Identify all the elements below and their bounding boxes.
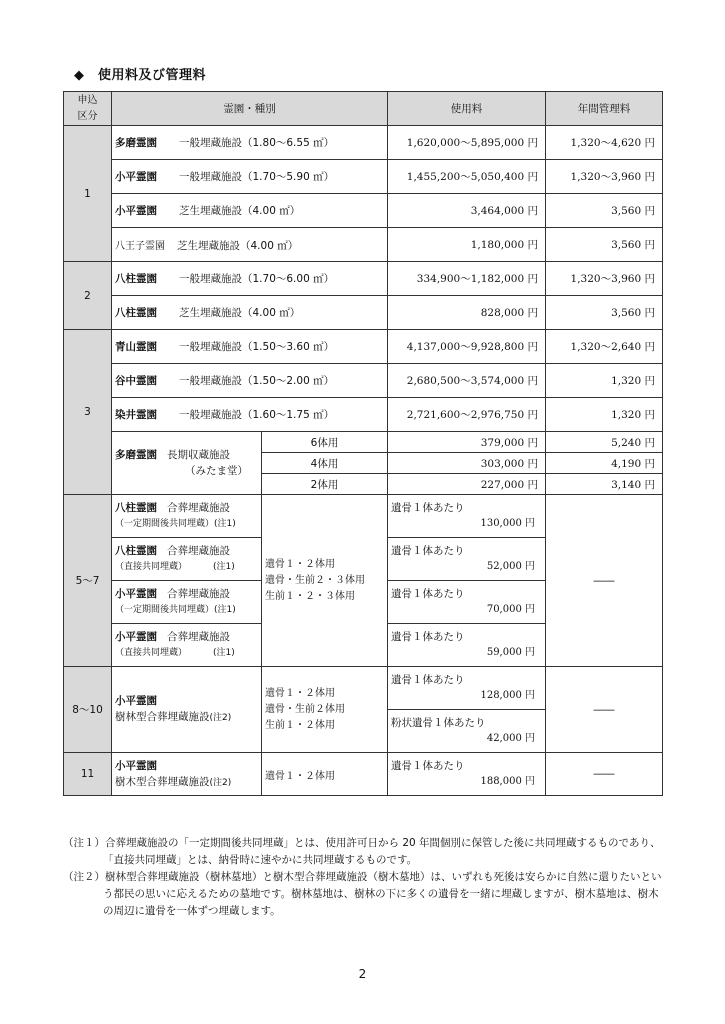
type-cell xyxy=(112,296,388,330)
type-cell xyxy=(112,538,262,581)
capacity-line: 遺骨１・２体用 xyxy=(265,687,335,699)
table-row xyxy=(64,432,663,453)
table-row xyxy=(64,262,663,296)
fee-cell: 227,000 円 xyxy=(388,474,546,495)
cemetery-name: 八王子霊園 xyxy=(115,240,165,252)
cemetery-name: 多磨霊園 xyxy=(115,449,157,461)
fee-cell xyxy=(388,667,546,710)
facility-name: 芝生埋蔵施設（4.00 ㎡） xyxy=(179,205,301,217)
mgmt-cell: 3,140 円 xyxy=(546,474,663,495)
fee-cell xyxy=(388,581,546,624)
mgmt-cell: 1,320 円 xyxy=(546,398,663,432)
group-label: 11 xyxy=(64,753,112,796)
mgmt-cell: 1,320～3,960 円 xyxy=(546,262,663,296)
table-row xyxy=(64,296,663,330)
facility-name: 芝生埋蔵施設（4.00 ㎡） xyxy=(179,307,301,319)
fee-cell: 2,721,600～2,976,750 円 xyxy=(388,398,546,432)
mgmt-cell: 4,190 円 xyxy=(546,453,663,474)
type-cell xyxy=(112,495,262,538)
fee-cell: 303,000 円 xyxy=(388,453,546,474)
note-ref: (注2) xyxy=(209,777,232,788)
facility-name: 合葬埋蔵施設 xyxy=(167,502,230,514)
mgmt-cell: ―― xyxy=(546,753,663,796)
cemetery-name: 八柱霊園 xyxy=(115,545,157,557)
cemetery-name: 小平霊園 xyxy=(115,588,157,600)
note-1 xyxy=(63,835,663,869)
fee-basis: 遺骨１体あたり xyxy=(391,502,465,514)
header-fee: 使用料 xyxy=(388,92,546,126)
capacity-line: 遺骨・生前２・３体用 xyxy=(265,574,365,586)
fee-cell: 1,180,000 円 xyxy=(388,228,546,262)
cemetery-name: 小平霊園 xyxy=(115,631,157,643)
note-mark: （注１） xyxy=(63,837,105,849)
section-heading: ◆ 使用料及び管理料 xyxy=(74,68,206,83)
fee-table xyxy=(63,91,663,796)
capacity-cell: 2体用 xyxy=(262,474,388,495)
type-cell xyxy=(112,126,388,160)
type-cell xyxy=(112,624,262,667)
type-cell xyxy=(112,432,262,495)
type-cell xyxy=(112,581,262,624)
facility-name: 一般埋蔵施設（1.50～2.00 ㎡） xyxy=(179,375,335,387)
capacity-line: 生前１・２・３体用 xyxy=(265,590,355,602)
type-cell xyxy=(112,160,388,194)
header-area: 申込 区分 xyxy=(64,92,112,126)
cemetery-name: 小平霊園 xyxy=(115,171,157,183)
fee-cell: 379,000 円 xyxy=(388,432,546,453)
fee-cell xyxy=(388,624,546,667)
capacity-cell: 4体用 xyxy=(262,453,388,474)
facility-name: 合葬埋蔵施設 xyxy=(167,545,230,557)
group-label: 2 xyxy=(64,262,112,330)
mgmt-cell: 1,320～3,960 円 xyxy=(546,160,663,194)
type-cell xyxy=(112,667,262,753)
table-header-row xyxy=(64,92,663,126)
group-label: 1 xyxy=(64,126,112,262)
fee-cell: 828,000 円 xyxy=(388,296,546,330)
mgmt-cell: ―― xyxy=(546,667,663,753)
fee-basis: 遺骨１体あたり xyxy=(391,588,465,600)
fee-cell xyxy=(388,538,546,581)
fee-amount: 42,000 円 xyxy=(486,733,535,744)
note-ref: (注1) xyxy=(213,562,235,572)
fee-amount: 188,000 円 xyxy=(480,776,535,787)
fee-cell: 2,680,500～3,574,000 円 xyxy=(388,364,546,398)
facility-name: 一般埋蔵施設（1.70～5.90 ㎡） xyxy=(179,171,335,183)
cemetery-name: 八柱霊園 xyxy=(115,307,157,319)
mgmt-cell: ―― xyxy=(546,495,663,667)
fee-amount: 52,000 円 xyxy=(486,561,535,572)
table-row xyxy=(64,495,663,538)
fee-amount: 130,000 円 xyxy=(480,518,535,529)
table-row xyxy=(64,667,663,710)
facility-name: 一般埋蔵施設（1.60～1.75 ㎡） xyxy=(179,409,335,421)
group-label: 3 xyxy=(64,330,112,495)
mgmt-cell: 5,240 円 xyxy=(546,432,663,453)
type-cell xyxy=(112,364,388,398)
cemetery-name: 多磨霊園 xyxy=(115,137,157,149)
fee-basis: 粉状遺骨１体あたり xyxy=(391,717,486,729)
facility-subname xyxy=(115,602,258,618)
fee-cell: 334,900～1,182,000 円 xyxy=(388,262,546,296)
group-label: 8～10 xyxy=(64,667,112,753)
fee-cell xyxy=(388,710,546,753)
group-label: 5～7 xyxy=(64,495,112,667)
table-row xyxy=(64,398,663,432)
fee-cell: 3,464,000 円 xyxy=(388,194,546,228)
facility-name xyxy=(115,774,258,791)
capacity-cell: 遺骨１・２体用 xyxy=(262,753,388,796)
table-row xyxy=(64,753,663,796)
page-number: 2 xyxy=(358,967,367,981)
mgmt-cell: 1,320 円 xyxy=(546,364,663,398)
fee-basis: 遺骨１体あたり xyxy=(391,631,465,643)
cemetery-name: 染井霊園 xyxy=(115,409,157,421)
cemetery-name: 八柱霊園 xyxy=(115,273,157,285)
capacity-cell: 6体用 xyxy=(262,432,388,453)
table-row xyxy=(64,126,663,160)
fee-basis: 遺骨１体あたり xyxy=(391,760,465,772)
table-row xyxy=(64,364,663,398)
facility-label: 樹木型合葬埋蔵施設 xyxy=(115,775,210,788)
facility-name: 一般埋蔵施設（1.70～6.00 ㎡） xyxy=(179,273,335,285)
fee-basis: 遺骨１体あたり xyxy=(391,545,465,557)
note-ref: (注1) xyxy=(213,648,235,658)
cemetery-name: 青山霊園 xyxy=(115,341,157,353)
note-ref: (注1) xyxy=(214,605,236,615)
table-row xyxy=(64,228,663,262)
mgmt-cell: 3,560 円 xyxy=(546,296,663,330)
table-row xyxy=(64,330,663,364)
note-ref: (注1) xyxy=(214,519,236,529)
notes-section xyxy=(63,835,663,920)
facility-subname xyxy=(115,559,258,575)
note-mark: （注２） xyxy=(63,871,105,883)
note-text: 樹林型合葬埋蔵施設（樹林墓地）と樹木型合葬埋蔵施設（樹木墓地）は、いずれも死後は安らかに自然に還りたいという都民の思いに応えるための墓地です。樹林墓地は、樹林の下に多くの遺骨を一緒に埋蔵しますが、樹木墓地は、樹木の周辺に遺骨を一体ずつ埋蔵します。 xyxy=(103,871,662,917)
type-cell xyxy=(112,228,388,262)
cemetery-name: 小平霊園 xyxy=(115,759,157,772)
capacity-line: 遺骨１・２体用 xyxy=(265,558,335,570)
mgmt-cell: 1,320～2,640 円 xyxy=(546,330,663,364)
capacity-cell xyxy=(262,495,388,667)
mgmt-cell: 1,320～4,620 円 xyxy=(546,126,663,160)
fee-basis: 遺骨１体あたり xyxy=(391,674,465,686)
cemetery-name: 八柱霊園 xyxy=(115,502,157,514)
type-cell xyxy=(112,330,388,364)
fee-amount: 70,000 円 xyxy=(486,604,535,615)
fee-amount: 59,000 円 xyxy=(486,647,535,658)
cemetery-name: 谷中霊園 xyxy=(115,375,157,387)
fee-cell xyxy=(388,753,546,796)
fee-cell: 1,455,200～5,050,400 円 xyxy=(388,160,546,194)
facility-name: 合葬埋蔵施設 xyxy=(167,588,230,600)
type-cell xyxy=(112,398,388,432)
subtype-label: （一定期間後共同埋蔵） xyxy=(115,605,215,615)
fee-cell xyxy=(388,495,546,538)
fee-cell: 4,137,000～9,928,800 円 xyxy=(388,330,546,364)
type-cell xyxy=(112,194,388,228)
subtype-label: （一定期間後共同埋蔵） xyxy=(115,519,215,529)
facility-name: 一般埋蔵施設（1.80～6.55 ㎡） xyxy=(179,137,335,149)
facility-name: 合葬埋蔵施設 xyxy=(167,631,230,643)
note-2 xyxy=(63,869,663,920)
note-ref: (注2) xyxy=(209,713,232,723)
cemetery-name: 小平霊園 xyxy=(115,205,157,217)
cemetery-name: 小平霊園 xyxy=(115,695,157,707)
table-row xyxy=(64,194,663,228)
facility-subname: （みたま堂） xyxy=(185,465,248,477)
table-row xyxy=(64,160,663,194)
capacity-line: 生前１・２体用 xyxy=(265,719,335,731)
type-cell xyxy=(112,262,388,296)
facility-name: 一般埋蔵施設（1.50～3.60 ㎡） xyxy=(179,341,335,353)
facility-subname xyxy=(115,645,258,661)
fee-amount: 128,000 円 xyxy=(480,690,535,701)
facility-name xyxy=(115,709,258,726)
facility-label: 樹林型合葬埋蔵施設 xyxy=(115,711,210,723)
capacity-line: 遺骨・生前２体用 xyxy=(265,703,345,715)
mgmt-cell: 3,560 円 xyxy=(546,228,663,262)
capacity-cell xyxy=(262,667,388,753)
fee-cell: 1,620,000～5,895,000 円 xyxy=(388,126,546,160)
mgmt-cell: 3,560 円 xyxy=(546,194,663,228)
note-text: 合葬埋蔵施設の「一定期間後共同埋蔵」とは、使用許可日から 20 年間個別に保管した後に共同埋蔵するものであり、「直接共同埋蔵」とは、納骨時に速やかに共同埋蔵するものです。 xyxy=(103,837,661,866)
type-cell xyxy=(112,753,262,796)
facility-subname xyxy=(115,516,258,532)
facility-name: 長期収蔵施設 xyxy=(167,449,230,461)
header-type: 霊園・種別 xyxy=(112,92,388,126)
subtype-label: （直接共同埋蔵） xyxy=(115,648,188,658)
header-mgmt: 年間管理料 xyxy=(546,92,663,126)
facility-name: 芝生埋蔵施設（4.00 ㎡） xyxy=(177,239,299,252)
subtype-label: （直接共同埋蔵） xyxy=(115,562,188,572)
